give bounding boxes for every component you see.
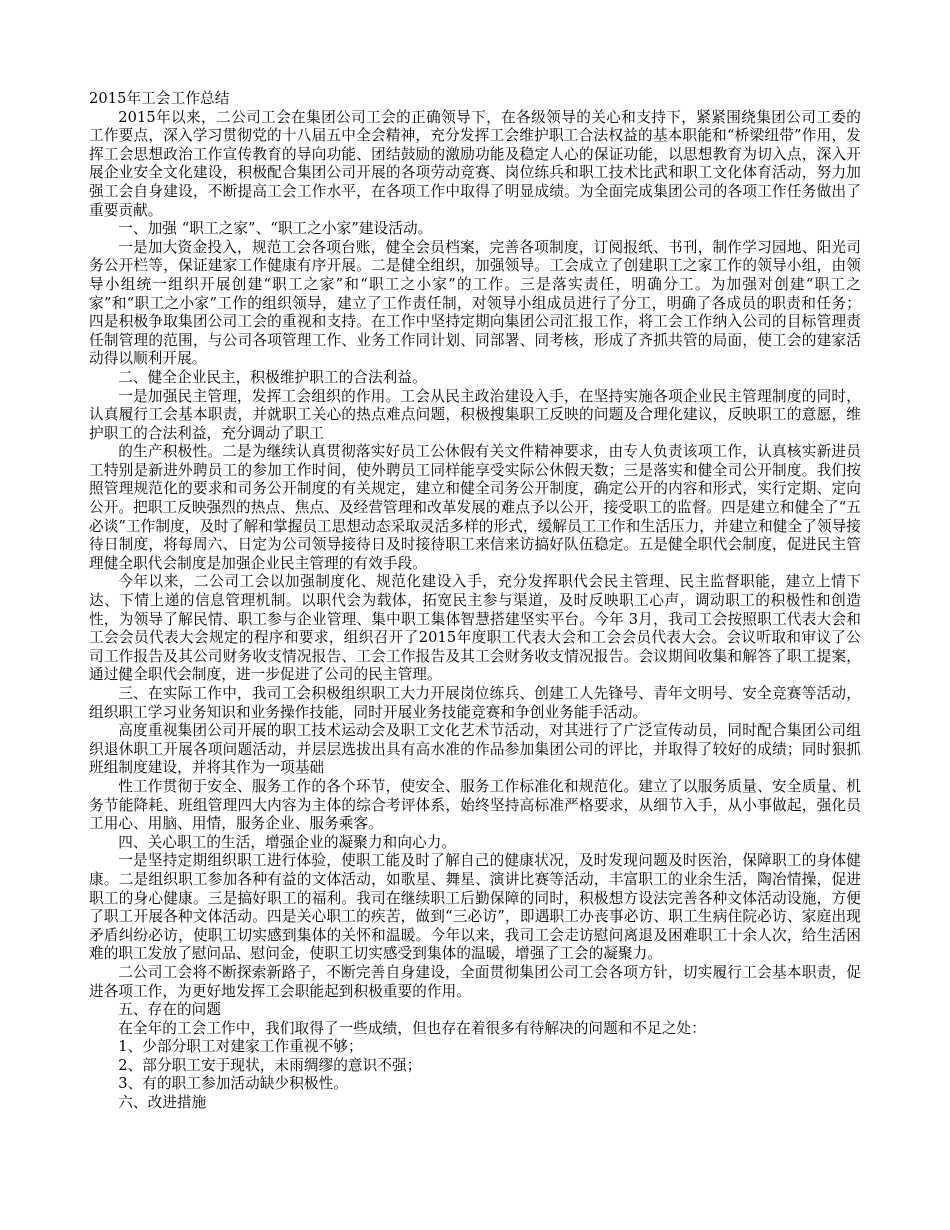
paragraph-congress: 今年以来，二公司工会以加强制度化、规范化建设入手，充分发挥职代会民主管理、民主监督职能，建立上情下达、下情上递的信息管理机制。以职代会为载体，拓宽民主参与渠道，及时反映职工心声，调动职工的积极性和创造性，为领导了解民情、职工参与企业管理、集中职工集体智慧搭建坚实平台。今年 3月，我司工会按照职工代表大会和工会会员代表大会规定的程序和要求，组织召开了2015年度职工代表大会和工会会员代表大会。会议听取和审议了公司工作报告及其公司财务收支情况报告、工会工作报告及其工会财务收支情况报告。会议期间收集和解答了职工提案，通过健全职代会制度，进一步促进了公司的民主管理。 xyxy=(89,573,861,684)
section-heading-3: 三、在实际工作中，我司工会积极组织职工大力开展岗位练兵、创建工人先锋号、青年文明号、安全竞赛等活动，组织职工学习业务知识和业务操作技能，同时开展业务技能竞赛和争创业务能手活动。 xyxy=(89,685,861,721)
paragraph-summary: 二公司工会将不断探索新路子，不断完善自身建设，全面贯彻集团公司工会各项方针，切实履行工会基本职责，促进各项工作，为更好地发挥工会职能起到积极重要的作用。 xyxy=(89,963,861,1000)
section-heading-6: 六、改进措施 xyxy=(118,1094,207,1112)
paragraph-problems-intro: 在全年的工会工作中，我们取得了一些成绩，但也存在着很多有待解决的问题和不足之处： xyxy=(118,1019,706,1037)
document-body xyxy=(89,90,861,1113)
paragraph-technical-games: 高度重视集团公司开展的职工技术运动会及职工文化艺术节活动，对其进行了广泛宣传动员，同时配合集团公司组织退休职工开展各项问题活动，并层层选拔出具有高水准的作品参加集团公司的评比，并取得了较好的成绩；同时狠抓班组制度建设，并将其作为一项基础 xyxy=(89,722,861,777)
paragraph-standardization: 性工作贯彻于安全、服务工作的各个环节，使安全、服务工作标准化和规范化。建立了以服务质量、安全质量、机务节能降耗、班组管理四大内容为主体的综合考评体系，始终坚持高标准严格要求，从细节入手，从小事做起，强化员工用心、用脑、用情，服务企业、服务乘客。 xyxy=(89,777,861,833)
paragraph-welfare: 一是坚持定期组织职工进行体验，使职工能及时了解自己的健康状况，及时发现问题及时医治，保障职工的身体健康。二是组织职工参加各种有益的文体活动，如歌星、舞星、演讲比赛等活动，丰富职工的业余生活，陶冶情操，促进职工的身心健康。三是搞好职工的福利。我司在继续职工后勤保障的同时，积极想方设法完善各种文体活动设施，方便了职工开展各种文体活动。四是关心职工的疾苦，做到“三必访”，即遇职工办丧事必访、职工生病住院必访、家庭出现矛盾纠纷必访，使职工切实感到集体的关怀和温暖。今年以来，我司工会走访慰问离退及困难职工十余人次，给生活困难的职工发放了慰问品、慰问金，使职工切实感受到集体的温暖，增强了工会的凝聚力。 xyxy=(89,852,861,963)
problem-item-2: 2、部分职工安于现状，未雨绸缪的意识不强； xyxy=(118,1056,422,1074)
section-heading-5: 五、存在的问题 xyxy=(118,1001,222,1019)
paragraph-production-enthusiasm: 的生产积极性。二是为继续认真贯彻落实好员工公休假有关文件精神要求，由专人负责该项工作，认真核实新进员工特别是新进外聘员工的参加工作时间，使外聘员工同样能享受实际公休假天数；三是落实和健全司公开制度。我们按照管理规范化的要求和司务公开制度的有关规定，建立和健全司务公开制度，确定公开的内容和形式，实行定期、定向公开。把职工反映强烈的热点、焦点、及经营管理和改革发展的难点予以公开，接受职工的监督。四是建立和健全了“五必谈”工作制度，及时了解和掌握员工思想动态采取灵活多样的形式，缓解员工工作和生活压力，并建立和健全了领导接待日制度，将每周六、日定为公司领导接待日及时接待职工来信来访搞好队伍稳定。五是健全职代会制度，促进民主管理健全职代会制度是加强企业民主管理的有效手段。 xyxy=(89,443,861,572)
document-title: 2015年工会工作总结 xyxy=(89,90,230,107)
problem-item-1: 1、少部分职工对建家工作重视不够； xyxy=(118,1038,363,1056)
problem-item-3: 3、有的职工参加活动缺少积极性。 xyxy=(118,1075,348,1093)
section-heading-4: 四、关心职工的生活，增强企业的凝聚力和向心力。 xyxy=(118,833,457,851)
section-heading-1: 一、加强 “职工之家”、“职工之小家”建设活动。 xyxy=(118,220,433,238)
paragraph-intro: 2015年以来，二公司工会在集团公司工会的正确领导下，在各级领导的关心和支持下，紧紧围绕集团公司工委的工作要点，深入学习贯彻党的十八届五中全会精神，充分发挥工会维护职工合法权益的基本职能和“桥梁纽带”作用，发挥工会思想政治工作宣传教育的导向功能、团结鼓励的激励功能及稳定人心的保证功能，以思想教育为切入点，深入开展企业安全文化建设，积极配合集团公司开展的各项劳动竞赛、岗位练兵和职工技术比武和职工文化体育活动，努力加强工会自身建设，不断提高工会工作水平，在各项工作中取得了明显成绩。为全面完成集团公司的各项工作任务做出了重要贡献。 xyxy=(89,108,861,219)
paragraph-democratic-management: 一是加强民主管理，发挥工会组织的作用。工会从民主政治建设入手，在坚持实施各项企业民主管理制度的同时，认真履行工会基本职责，并就职工关心的热点难点问题，积极搜集职工反映的问题及合理化建议，反映职工的意愿，维护职工的合法利益，充分调动了职工 xyxy=(89,387,861,442)
section-heading-2: 二、健全企业民主，积极维护职工的合法利益。 xyxy=(118,368,427,386)
paragraph-home-building: 一是加大资金投入，规范工会各项台账，健全会员档案，完善各项制度，订阅报纸、书刊，制作学习园地、阳光司务公开栏等，保证建家工作健康有序开展。二是健全组织，加强领导。工会成立了创建职工之家工作的领导小组，由领导小组统一组织开展创建“职工之家”和“职工之小家”的工作。三是落实责任，明确分工。为加强对创建“职工之家”和“职工之小家”工作的组织领导，建立了工作责任制，对领导小组成员进行了分工，明确了各成员的职责和任务；四是积极争取集团公司工会的重视和支持。在工作中坚持定期向集团公司汇报工作，将工会工作纳入公司的目标管理责任制管理的范围，与公司各项管理工作、业务工作同计划、同部署、同考核，形成了齐抓共管的局面，使工会的建家活动得以顺利开展。 xyxy=(89,238,861,368)
